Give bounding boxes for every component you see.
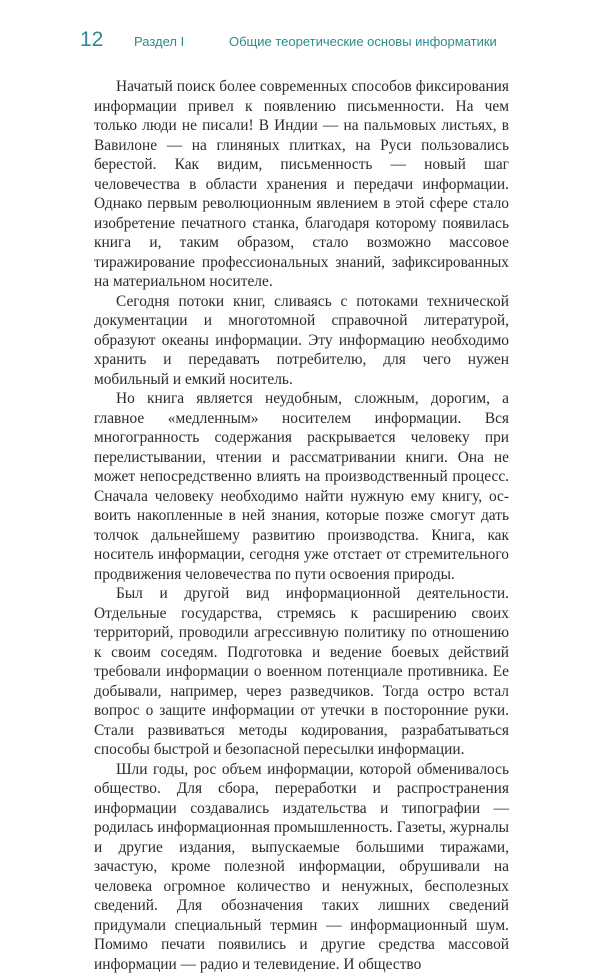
paragraph: Но книга является неудобным, сложным, дорогим, а главное «медленным» носителем информации. Вся многогранность содержания раскрывается человеку при перелистывании, чтении и рассматривании книги. Она не может непосредственно влиять на производственный процесс. Сначала человеку необходимо найти нужную ему книгу, освоить накопленные в ней знания, которые позже смогут дать толчок дальнейшему развитию производства. Книга, как носитель информации, сегодня уже отстает от стремительного продвижения человечества по пути освоения природы. — [94, 389, 509, 584]
paragraph: Был и другой вид информационной деятельности. Отдельные государства, стремясь к расширению своих территорий, проводили агрессивную политику по отношению к своим соседям. Подготовка и ведение боевых действий требовали информации о военном потенциале противника. Ее добывали, например, через разведчиков. Тогда остро встал вопрос о защите информации от утечки в посторонние руки. Стали развиваться методы кодирования, разрабатываться способы быстрой и безопасной пересылки информации. — [94, 584, 509, 760]
paragraph: Шли годы, рос объем информации, которой обменивалось общество. Для сбора, переработки и распространения информации создавались издательства и типографии — родилась информационная промышленность. Газеты, журналы и другие издания, выпускаемые большими тиражами, зачастую, кроме полезной информации, обрушивали на человека огромное количество и ненужных, бесполезных сведений. Для обозначения таких лишних сведений придумали специальный термин — информационный шум. Помимо печати появились и другие средства массовой информации — радио и телевидение. И общество — [94, 760, 509, 974]
section-label: Раздел I — [134, 33, 184, 51]
page-number: 12 — [80, 28, 103, 52]
chapter-title: Общие теоретические основы информатики — [229, 33, 497, 51]
paragraph: Сегодня потоки книг, сливаясь с потоками технической документации и многотомной справочной литературой, образуют океаны информации. Эту информацию необходимо хранить и передавать потребителю, для чего нужен мобильный и емкий носитель. — [94, 292, 509, 390]
paragraph: Начатый поиск более современных способов фиксирования информации привел к появлению письменности. На чем только люди не писали! В Индии — на пальмовых листьях, в Вавилоне — на глиняных плитках, на Руси пользовались берестой. Как видим, письменность — новый шаг человечества в области хранения и передачи информации. Однако первым революционным явлением в этой сфере стало изобретение печатного станка, благодаря которому появилась книга и, таким образом, стало возможно массовое тиражирование профессиональных знаний, зафиксированных на материальном носителе. — [94, 77, 509, 292]
running-header — [80, 28, 560, 68]
body-text — [94, 77, 509, 974]
